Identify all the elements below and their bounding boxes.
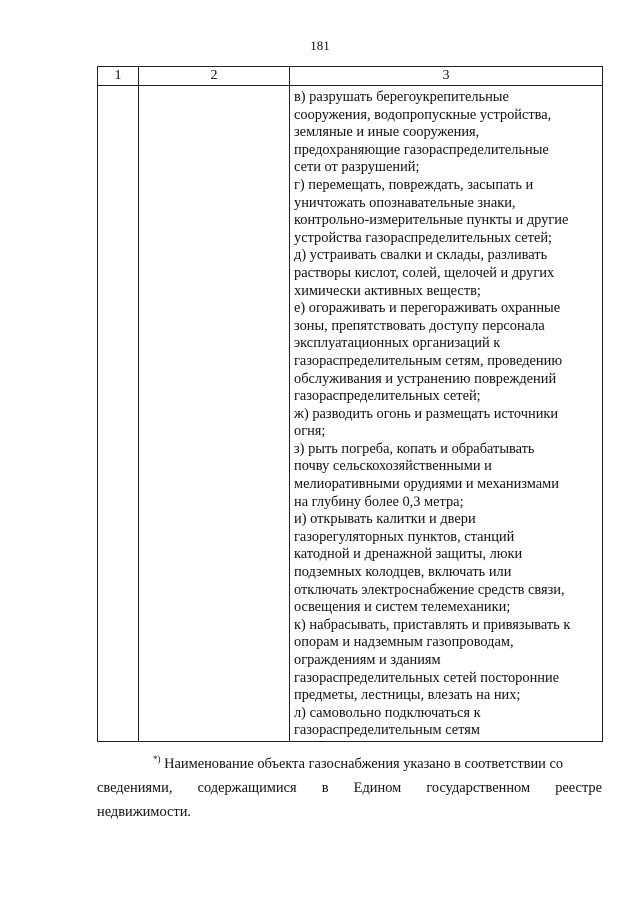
text-line: сооружения, водопропускные устройства, xyxy=(294,106,552,123)
text-line: устройства газораспределительных сетей; xyxy=(294,229,553,246)
text-line: огня; xyxy=(294,423,326,440)
footnote-marker: *) xyxy=(153,754,161,765)
text-line: уничтожать опознавательные знаки, xyxy=(294,194,516,211)
header-col-2: 2 xyxy=(139,67,290,86)
footnote-line-3: недвижимости. xyxy=(97,804,191,820)
table-header-row xyxy=(98,67,603,86)
text-line: зоны, препятствовать доступу персонала xyxy=(294,317,545,334)
text-line: газораспределительных сетей; xyxy=(294,388,481,405)
requirements-table xyxy=(97,66,603,742)
text-line: предохраняющие газораспределительные xyxy=(294,141,549,158)
text-line: сети от разрушений; xyxy=(294,159,420,176)
text-line: з) рыть погреба, копать и обрабатывать xyxy=(294,440,535,457)
footnote xyxy=(97,752,602,824)
text-line: газораспределительным сетям, проведению xyxy=(294,352,563,369)
text-line: к) набрасывать, приставлять и привязывать к xyxy=(294,616,571,633)
text-line: подземных колодцев, включать или xyxy=(294,564,512,581)
text-line: л) самовольно подключаться к xyxy=(294,704,481,721)
prohibitions-text xyxy=(290,86,602,741)
text-line: ограждениям и зданиям xyxy=(294,652,441,668)
text-line: почву сельскохозяйственными и xyxy=(294,458,492,475)
footnote-line-2: сведениями, содержащимися в Едином государственном реестре xyxy=(97,780,602,796)
text-line: растворы кислот, солей, щелочей и других xyxy=(294,264,555,281)
text-line: опорам и надземным газопроводам, xyxy=(294,634,514,651)
text-line: земляные и иные сооружения, xyxy=(294,124,480,141)
cell-col-1 xyxy=(98,86,139,742)
text-line: обслуживания и устранению повреждений xyxy=(294,370,557,387)
header-col-3: 3 xyxy=(290,67,603,86)
text-line: газораспределительных сетей посторонние xyxy=(294,669,560,686)
header-col-1: 1 xyxy=(98,67,139,86)
text-line: г) перемещать, повреждать, засыпать и xyxy=(294,176,534,193)
text-line: контрольно-измерительные пункты и другие xyxy=(294,212,569,229)
text-line: предметы, лестницы, влезать на них; xyxy=(294,687,521,704)
footnote-line-1-text: Наименование объекта газоснабжения указано в соответствии со xyxy=(164,756,564,772)
text-line: газораспределительным сетям xyxy=(294,722,481,739)
text-line: и) открывать калитки и двери xyxy=(294,511,476,528)
text-line: эксплуатационных организаций к xyxy=(294,335,501,352)
text-line: мелиоративными орудиями и механизмами xyxy=(294,476,559,493)
page-number: 181 xyxy=(310,38,330,53)
text-line: отключать электроснабжение средств связи, xyxy=(294,581,565,598)
text-line: д) устраивать свалки и склады, разливать xyxy=(294,247,548,264)
text-line: на глубину более 0,3 метра; xyxy=(294,493,464,510)
cell-col-2 xyxy=(139,86,290,742)
text-line: в) разрушать берегоукрепительные xyxy=(294,89,509,105)
text-line: катодной и дренажной защиты, люки xyxy=(294,546,523,563)
text-line: е) огораживать и перегораживать охранные xyxy=(294,300,561,317)
table-row xyxy=(98,86,603,742)
cell-col-3 xyxy=(290,86,603,742)
footnote-line-1 xyxy=(97,752,602,776)
text-line: газорегуляторных пунктов, станций xyxy=(294,528,515,545)
text-line: химически активных веществ; xyxy=(294,282,481,299)
text-line: освещения и систем телемеханики; xyxy=(294,599,511,616)
text-line: ж) разводить огонь и размещать источники xyxy=(294,405,559,422)
